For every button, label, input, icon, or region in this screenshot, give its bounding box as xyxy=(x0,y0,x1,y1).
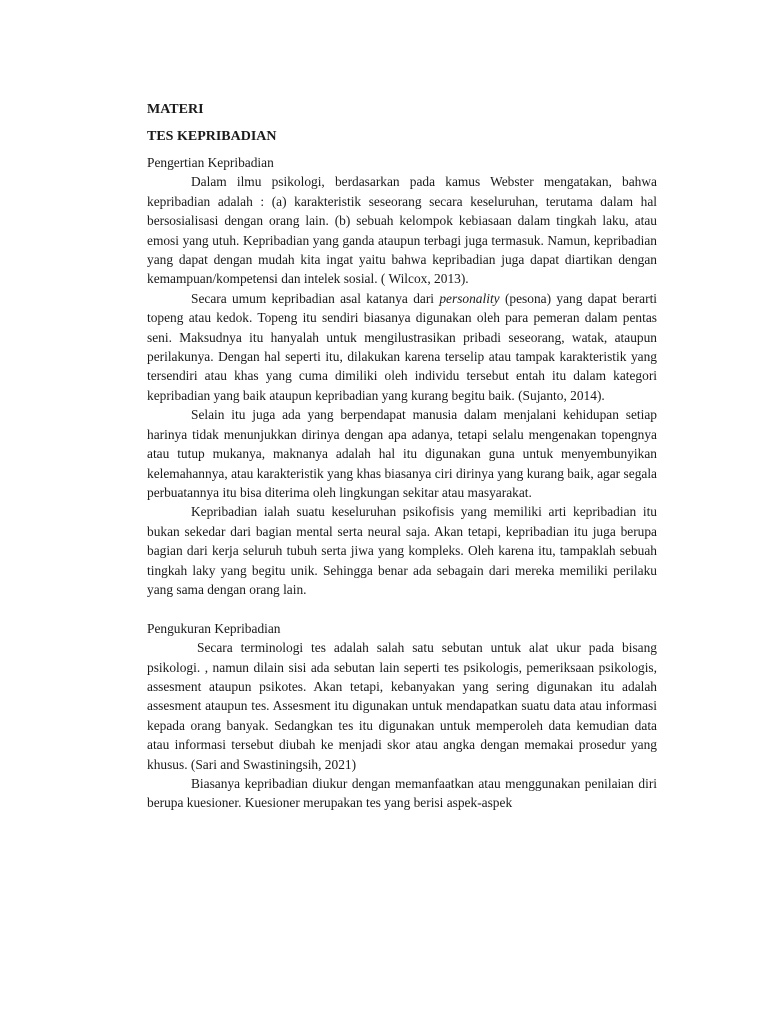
document-title-tes-kepribadian: TES KEPRIBADIAN xyxy=(147,129,277,144)
section-heading-pengukuran: Pengukuran Kepribadian xyxy=(147,620,281,636)
document-title-materi: MATERI xyxy=(147,102,204,117)
section-heading-pengertian: Pengertian Kepribadian xyxy=(147,155,274,170)
paragraph-6: Biasanya kepribadian diukur dengan memanfaatkan atau menggunakan penilaian diri berupa kuesioner. Kuesioner merupakan tes yang berisi aspek-aspek xyxy=(147,775,657,811)
paragraph-2-after: (pesona) yang dapat berarti topeng atau kedok. Topeng itu sendiri biasanya digunakan oleh para pemeran dalam pentas seni. Maksudnya itu hanyalah untuk mengilustrasikan pribadi seseorang, watak, ataupun perilakunya. Dengan hal seperti itu, dilakukan karena terselip atau tampak karakteristik yang tersendiri atau khas yang cuma dimiliki oleh individu tersebut entah itu dalam kategori kepribadian yang baik ataupun kepribadian yang kurang begitu baik. (Sujanto, 2014). xyxy=(147,290,658,403)
paragraph-2-italic-term: personality xyxy=(439,290,500,306)
paragraph-1: Dalam ilmu psikologi, berdasarkan pada kamus Webster mengatakan, bahwa kepribadian adalah : (a) karakteristik seseorang secara keseluruhan, terutama dalam hal bersosialisasi dengan orang lain. (b) sebuah kelompok kebiasaan dalam tingkah laku, atau emosi yang utuh. Kepribadian yang ganda ataupun terbagi juga termasuk. Namun, kepribadian yang dapat dengan mudah kita ingat yaitu bahwa kepribadian juga dapat diartikan dengan kemampuan/kompetensi dan intelek sosial. ( Wilcox, 2013). xyxy=(147,174,657,287)
document-page xyxy=(147,100,657,813)
paragraph-3: Selain itu juga ada yang berpendapat manusia dalam menjalani kehidupan setiap harinya tidak menunjukkan dirinya dengan apa adanya, tetapi selalu mengenakan topengnya atau tutup mukanya, maknanya adalah hal itu digunakan guna untuk menyembunyikan kelemahannya, atau karakteristik yang khas biasanya ciri dirinya yang kurang baik, agar segala perbuatannya itu bisa diterima oleh lingkungan sekitar atau masyarakat. xyxy=(147,407,657,500)
paragraph-2-before: Secara umum kepribadian asal katanya dari xyxy=(191,290,440,306)
paragraph-2 xyxy=(147,289,657,405)
paragraph-4: Kepribadian ialah suatu keseluruhan psikofisis yang memiliki arti kepribadian itu bukan sekedar dari bagian mental serta neural saja. Akan tetapi, kepribadian itu juga berupa bagian dari kerja seluruh tubuh serta jiwa yang kompleks. Oleh karena itu, tampaklah sebuah tingkah laky yang begitu unik. Sehingga benar ada sebagain dari mereka memiliki perilaku yang sama dengan orang lain. xyxy=(147,504,657,597)
paragraph-5: Secara terminologi tes adalah salah satu sebutan untuk alat ukur pada bisang psikologi. , namun dilain sisi ada sebutan lain seperti tes psikologis, pemeriksaan psikologis, assesment ataupun psikotes. Akan tetapi, kebanyakan yang sering digunakan itu adalah assesment ataupun tes. Assesment itu digunakan untuk mendapatkan suatu data atau informasi kepada orang banyak. Sedangkan tes itu digunakan untuk memperoleh data kemudian data atau informasi tersebut diubah ke menjadi skor atau angka dengan memakai prosedur yang khusus. (Sari and Swastiningsih, 2021) xyxy=(147,640,657,772)
